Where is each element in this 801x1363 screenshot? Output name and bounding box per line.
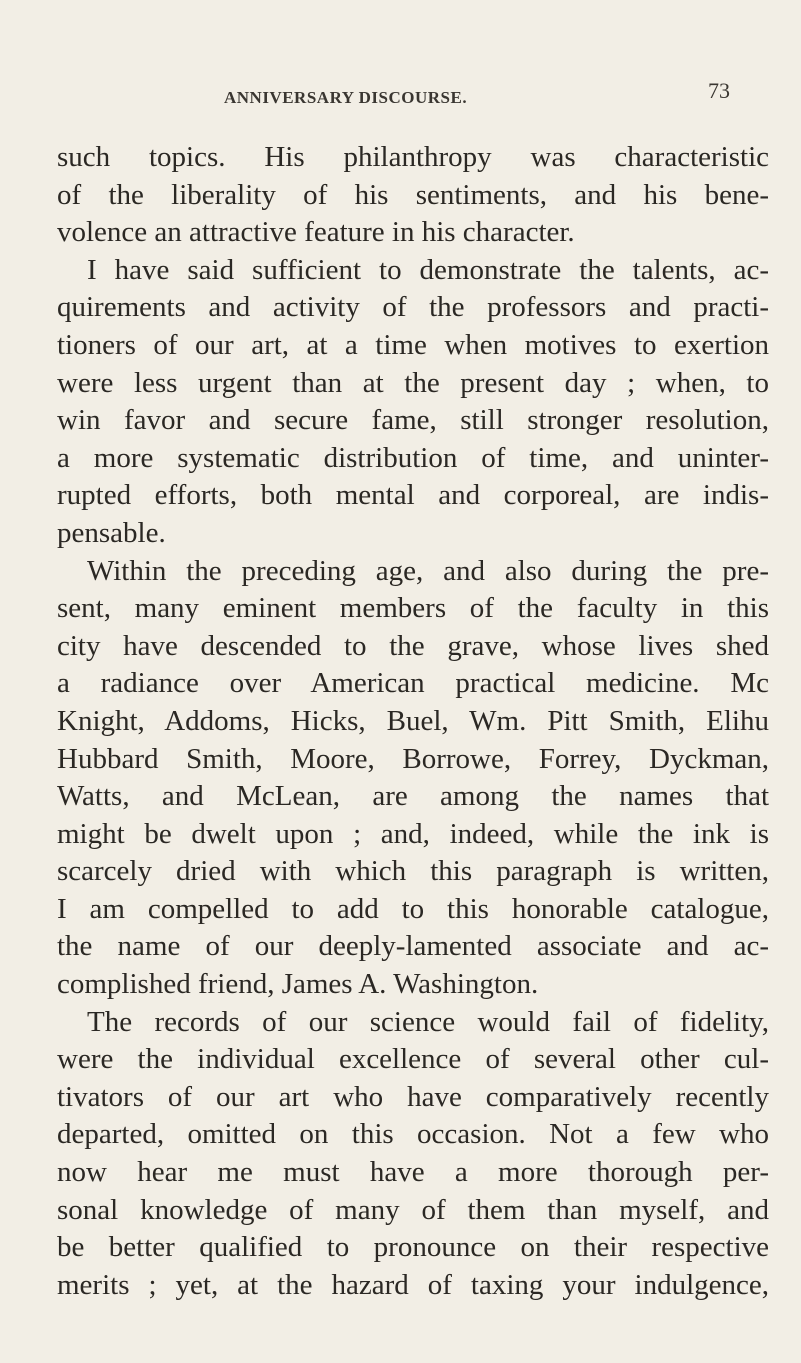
text-line: quirements and activity of the professors and practi- <box>57 291 769 324</box>
text-line: be better qualified to pronounce on their respective <box>57 1231 769 1264</box>
text-line: city have descended to the grave, whose lives shed <box>57 629 769 662</box>
text-line: I am compelled to add to this honorable catalogue, <box>57 892 769 925</box>
text-line: the name of our deeply-lamented associate and ac- <box>57 930 769 963</box>
body-text <box>57 139 769 1304</box>
text-line: sent, many eminent members of the faculty in this <box>57 592 769 625</box>
text-line: Hubbard Smith, Moore, Borrowe, Forrey, Dyckman, <box>57 742 769 775</box>
text-line: win favor and secure fame, still stronger resolution, <box>57 404 769 437</box>
text-line: a radiance over American practical medicine. Mc <box>57 667 769 700</box>
text-line: I have said sufficient to demonstrate the talents, ac- <box>87 253 769 286</box>
text-line: departed, omitted on this occasion. Not a few who <box>57 1118 769 1151</box>
text-line: were less urgent than at the present day ; when, to <box>57 366 769 399</box>
text-line: rupted efforts, both mental and corporeal, are indis- <box>57 479 769 512</box>
text-line: were the individual excellence of several other cul- <box>57 1043 769 1076</box>
page-number: 73 <box>708 78 730 103</box>
text-line: a more systematic distribution of time, and uninter- <box>57 441 769 474</box>
text-line: Knight, Addoms, Hicks, Buel, Wm. Pitt Smith, Elihu <box>57 704 769 737</box>
text-line: scarcely dried with which this paragraph is written, <box>57 855 769 888</box>
text-line: such topics. His philanthropy was characteristic <box>57 141 769 173</box>
text-line: tivators of our art who have comparatively recently <box>57 1080 769 1113</box>
text-line: volence an attractive feature in his character. <box>57 216 575 249</box>
text-line: merits ; yet, at the hazard of taxing your indulgence, <box>57 1268 769 1301</box>
text-line: of the liberality of his sentiments, and his bene- <box>57 178 769 211</box>
text-line: might be dwelt upon ; and, indeed, while the ink is <box>57 817 769 850</box>
text-line: Watts, and McLean, are among the names that <box>57 780 769 813</box>
text-line: now hear me must have a more thorough per- <box>57 1156 769 1189</box>
text-line: The records of our science would fail of fidelity, <box>87 1005 769 1038</box>
text-line: tioners of our art, at a time when motives to exertion <box>57 328 769 361</box>
text-line: Within the preceding age, and also during the pre- <box>87 554 769 587</box>
text-line: sonal knowledge of many of them than myself, and <box>57 1193 769 1226</box>
text-line: pensable. <box>57 516 166 549</box>
running-head: ANNIVERSARY DISCOURSE. <box>224 88 468 107</box>
text-line: complished friend, James A. Washington. <box>57 968 539 1001</box>
